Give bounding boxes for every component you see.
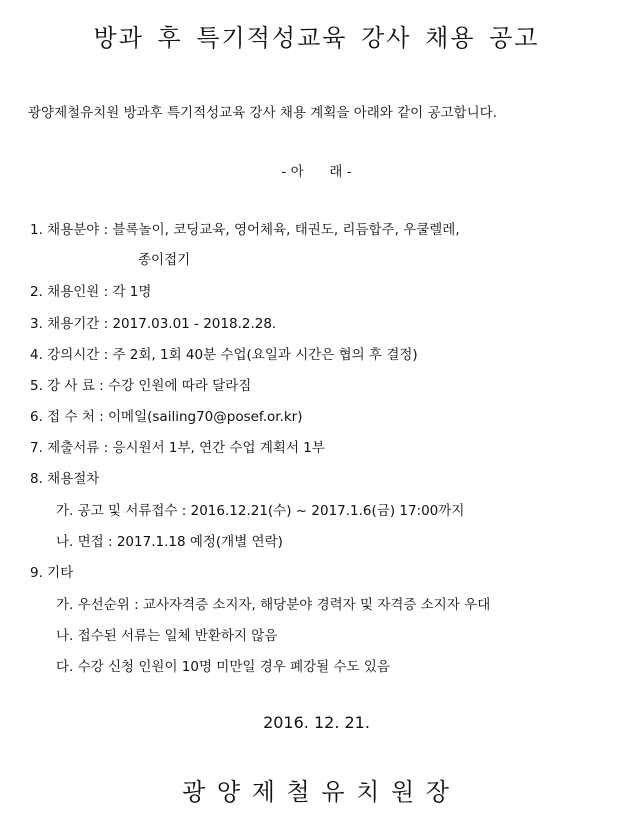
document-title: 방과 후 특기적성교육 강사 채용 공고 (93, 24, 540, 52)
item-submission-contact: 6. 접 수 처 : 이메일(sailing70@posef.or.kr) (30, 409, 303, 425)
item-recruit-field-continued: 종이접기 (138, 252, 191, 268)
item-lecture-time: 4. 강의시간 : 주 2회, 1회 40분 수업(요일과 시간은 협의 후 결정) (30, 347, 418, 363)
item-recruit-field: 1. 채용분야 : 블록놀이, 코딩교육, 영어체육, 태권도, 리듬합주, 우쿨렐레, (30, 222, 460, 238)
item-other-cancellation: 다. 수강 신청 인원이 10명 미만일 경우 폐강될 수도 있음 (56, 659, 390, 675)
item-other-priority: 가. 우선순위 : 교사자격증 소지자, 해당분야 경력자 및 자격증 소지자 우대 (56, 597, 491, 613)
intro-text: 광양제철유치원 방과후 특기적성교육 강사 채용 계획을 아래와 같이 공고합니다. (28, 105, 497, 121)
item-recruit-period: 3. 채용기간 : 2017.03.01 - 2018.2.28. (30, 316, 277, 332)
notice-heading: - 아 래 - (281, 164, 352, 180)
item-other-no-return: 나. 접수된 서류는 일체 반환하지 않음 (56, 628, 278, 644)
item-recruit-procedure: 8. 채용절차 (30, 471, 100, 487)
item-instructor-fee: 5. 강 사 료 : 수강 인원에 따라 달라짐 (30, 378, 252, 394)
item-recruit-count: 2. 채용인원 : 각 1명 (30, 284, 152, 300)
item-procedure-interview: 나. 면접 : 2017.1.18 예정(개별 연락) (56, 534, 283, 550)
signature-issuer: 광 양 제 철 유 치 원 장 (182, 778, 451, 806)
item-other: 9. 기타 (30, 565, 74, 581)
item-procedure-application: 가. 공고 및 서류접수 : 2016.12.21(수) ~ 2017.1.6(금) 17:00까지 (56, 503, 465, 519)
item-required-documents: 7. 제출서류 : 응시원서 1부, 연간 수업 계획서 1부 (30, 440, 325, 456)
announcement-date: 2016. 12. 21. (263, 713, 370, 732)
